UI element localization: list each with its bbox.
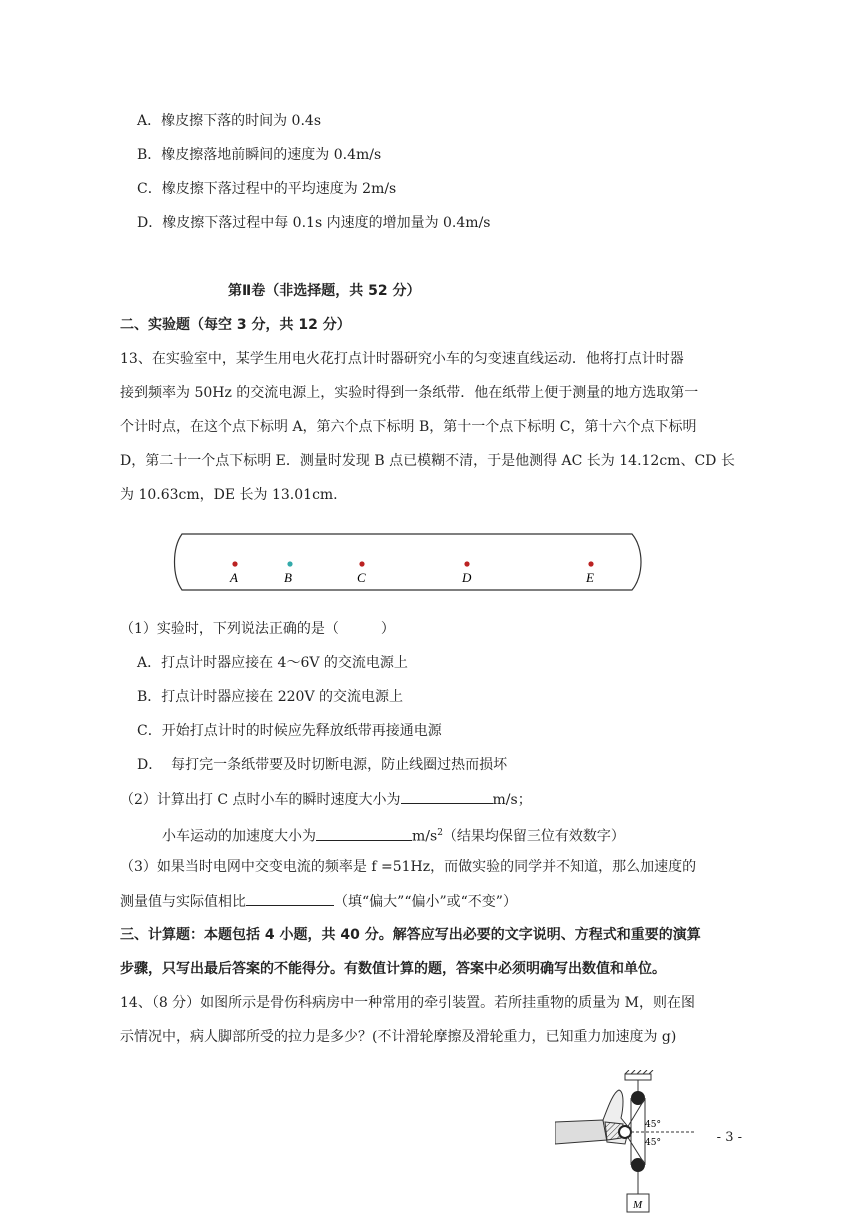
q13-line: 为 10.63cm，DE 长为 13.01cm.: [120, 487, 338, 503]
part2-heading: 二、实验题（每空 3 分，共 12 分）: [120, 317, 351, 333]
q13-line: D，第二十一个点下标明 E．测量时发现 B 点已模糊不清，于是他测得 AC 长为 14.12cm、CD 长: [120, 453, 735, 469]
q13-sub1-option-b: B．打点计时器应接在 220V 的交流电源上: [137, 689, 404, 705]
q13-sub3-hint: （填“偏大”“偏小”或“不变”）: [334, 894, 517, 910]
top-pulley-icon: [631, 1091, 645, 1105]
tape-label-c: C: [357, 570, 366, 585]
page-number: - 3 -: [716, 1130, 742, 1145]
answer-blank-comparison[interactable]: [246, 891, 334, 906]
tape-dot-c: [359, 561, 364, 566]
ceiling-mount: [625, 1074, 651, 1080]
bottom-pulley-icon: [631, 1158, 645, 1172]
angle-label-top: 45°: [645, 1120, 661, 1130]
foot-pulley-icon: [619, 1126, 631, 1138]
tape-outline: [175, 534, 642, 590]
q14-line2: 示情况中，病人脚部所受的拉力是多少？(不计滑轮摩擦及滑轮重力，已知重力加速度为 g): [120, 1029, 677, 1045]
tape-label-b: B: [284, 570, 292, 585]
q13-sub1-option-c: C．开始打点计时的时候应先释放纸带再接通电源: [137, 723, 442, 739]
answer-blank-velocity[interactable]: [401, 789, 493, 804]
q13-sub2b-sup: 2: [437, 828, 443, 838]
q13-sub2b-note: （结果均保留三位有效数字）: [442, 828, 625, 845]
angle-label-bottom: 45°: [645, 1138, 661, 1148]
q13-sub1: （1）实验时，下列说法正确的是（ ）: [120, 621, 395, 637]
paper-tape-figure: [170, 530, 650, 594]
q13-sub3-line2: [120, 891, 517, 912]
tape-label-a: A: [230, 570, 238, 585]
answer-blank-acceleration[interactable]: [316, 826, 412, 841]
q13-sub3-text: 测量值与实际值相比: [120, 894, 246, 910]
part3-heading-line2: 步骤，只写出最后答案的不能得分。有数值计算的题，答案中必须明确写出数值和单位。: [120, 961, 666, 977]
tape-dot-e: [588, 561, 593, 566]
q12-option-c: C．橡皮擦下落过程中的平均速度为 2m/s: [137, 181, 397, 197]
q13-sub1-option-d: D． 每打完一条纸带要及时切断电源，防止线圈过热而损坏: [137, 757, 508, 773]
q13-sub2b: [162, 823, 625, 847]
q13-sub2a-unit: m/s；: [492, 792, 532, 808]
tape-label-e: E: [586, 570, 594, 585]
q13-sub1-option-a: A．打点计时器应接在 4～6V 的交流电源上: [137, 655, 408, 671]
q12-option-a: A．橡皮擦下落的时间为 0.4s: [137, 113, 322, 129]
patient-leg: [555, 1120, 607, 1144]
section-title: 第Ⅱ卷（非选择题，共 52 分）: [228, 283, 421, 299]
tape-dot-d: [464, 561, 469, 566]
q14-line1: 14、（8 分）如图所示是骨伤科病房中一种常用的牵引装置。若所挂重物的质量为 M，则在图: [120, 995, 695, 1011]
q13-sub2b-unit: m/s: [412, 828, 438, 845]
q13-sub2a: [120, 789, 532, 810]
q13-sub3-line1: （3）如果当时电网中交变电流的频率是 f =51Hz，而做实验的同学并不知道，那么加速度的: [120, 859, 697, 875]
tape-label-d: D: [462, 570, 472, 585]
tape-dot-b: [287, 561, 292, 566]
part3-heading-line1: 三、计算题：本题包括 4 小题，共 40 分。解答应写出必要的文字说明、方程式和重要的演算: [120, 927, 701, 943]
q12-option-d: D．橡皮擦下落过程中每 0.1s 内速度的增加量为 0.4m/s: [137, 215, 491, 231]
q13-sub2b-text: 小车运动的加速度大小为: [162, 828, 316, 845]
traction-device-figure: [555, 1070, 715, 1216]
q13-line: 个计时点，在这个点下标明 A，第六个点下标明 B，第十一个点下标明 C，第十六个点下标明: [120, 419, 697, 435]
q12-option-b: B．橡皮擦落地前瞬间的速度为 0.4m/s: [137, 147, 382, 163]
weight-label: M: [633, 1199, 643, 1211]
q13-line: 13、在实验室中，某学生用电火花打点计时器研究小车的匀变速直线运动．他将打点计时器: [120, 351, 684, 367]
tape-dot-a: [232, 561, 237, 566]
q13-sub2a-text: （2）计算出打 C 点时小车的瞬时速度大小为: [120, 792, 401, 808]
q13-line: 接到频率为 50Hz 的交流电源上，实验时得到一条纸带．他在纸带上便于测量的地方选取第一: [120, 385, 699, 401]
